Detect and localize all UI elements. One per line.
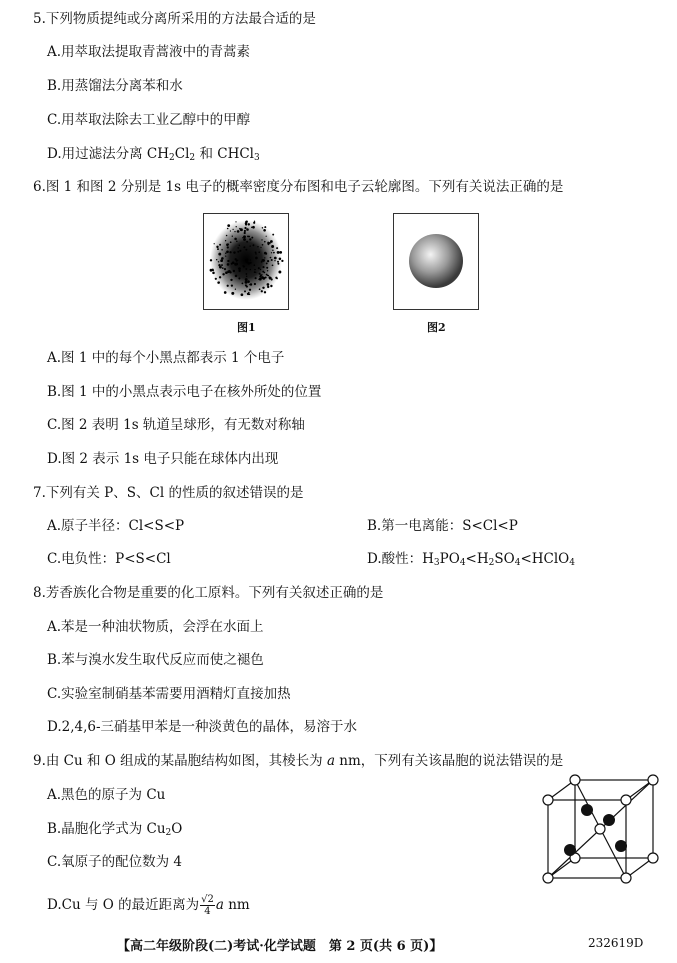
q6-stem: 6.图 1 和图 2 分别是 1s 电子的概率密度分布图和电子云轮廓图。下列有关说法正确的是 <box>33 179 564 195</box>
q5-stem: 5.下列物质提纯或分离所采用的方法最合适的是 <box>33 11 316 27</box>
electron-dot-cloud-image <box>204 214 288 309</box>
q7-option-c: C.电负性：P<S<Cl <box>47 551 171 567</box>
q9-option-a: A.黑色的原子为 Cu <box>47 787 166 803</box>
q7-option-b: B.第一电离能：S<Cl<P <box>367 518 518 534</box>
fraction-sqrt2-over-4: $\frac{√2}{4}$ <box>201 894 214 917</box>
page-footer: 【高二年级阶段(二)考试·化学试题 第 2 页(共 6 页)】 <box>117 939 443 954</box>
q5-option-c: C.用萃取法除去工业乙醇中的甲醇 <box>47 112 251 128</box>
q7-option-d: D.酸性：$H_3PO_4<H_2SO_4<HClO_4$ <box>367 551 575 568</box>
q6-option-b: B.图 1 中的小黑点表示电子在核外所处的位置 <box>47 384 322 400</box>
exam-code: 232619D <box>588 936 644 950</box>
q5-option-b: B.用蒸馏法分离苯和水 <box>47 78 183 94</box>
figure-1-caption: 图1 <box>237 321 256 334</box>
q6-option-a: A.图 1 中的每个小黑点都表示 1 个电子 <box>47 350 285 366</box>
figure-2-electron-cloud-contour <box>393 213 479 310</box>
q6-option-d: D.图 2 表示 1s 电子只能在球体内出现 <box>47 451 279 467</box>
crystal-cell-diagram <box>538 772 662 884</box>
q8-option-a: A.苯是一种油状物质，会浮在水面上 <box>47 619 264 635</box>
q8-option-c: C.实验室制硝基苯需要用酒精灯直接加热 <box>47 686 291 702</box>
q8-option-b: B.苯与溴水发生取代反应而使之褪色 <box>47 652 264 668</box>
q6-option-c: C.图 2 表明 1s 轨道呈球形，有无数对称轴 <box>47 417 305 433</box>
sphere-image <box>394 214 478 309</box>
q9-option-d: D.Cu 与 O 的最近距离为 $\frac{√2}{4}$ a nm <box>47 894 250 917</box>
q7-stem: 7.下列有关 P、S、Cl 的性质的叙述错误的是 <box>33 485 304 501</box>
q8-stem: 8.芳香族化合物是重要的化工原料。下列有关叙述正确的是 <box>33 585 384 601</box>
figure-2-caption: 图2 <box>427 321 446 334</box>
q7-option-a: A.原子半径：Cl<S<P <box>47 518 185 534</box>
q9-stem: 9.由 Cu 和 O 组成的某晶胞结构如图，其棱长为 a nm，下列有关该晶胞的说法错误的是 <box>33 753 564 769</box>
q5-option-d: D.用过滤法分离 $CH_2Cl_2$ 和 CHCl$_3$ <box>47 146 260 163</box>
q5-option-a: A.用萃取法提取青蒿液中的青蒿素 <box>47 44 251 60</box>
figure-1-probability-density <box>203 213 289 310</box>
q8-option-d: D.2,4,6-三硝基甲苯是一种淡黄色的晶体，易溶于水 <box>47 719 358 735</box>
q9-option-c: C.氧原子的配位数为 4 <box>47 854 183 870</box>
q9-option-b: B.晶胞化学式为 $Cu_2O$ <box>47 821 183 838</box>
